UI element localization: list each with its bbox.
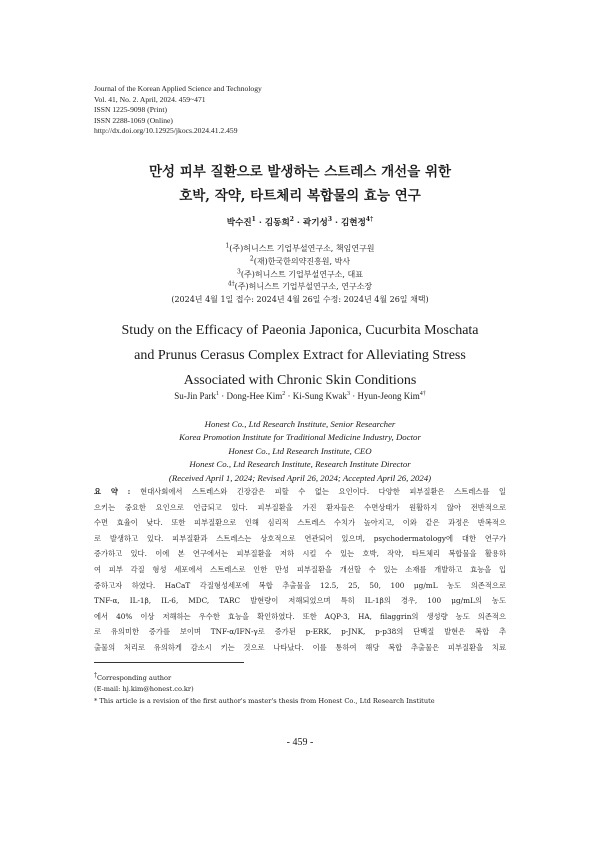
journal-info <box>94 84 262 137</box>
author-affil-mark: 3 <box>347 391 350 397</box>
korean-affiliations <box>0 243 600 307</box>
author-name: 곽기성 <box>302 218 328 228</box>
affiliation-text: (주)허니스트 기업부설연구소, 책임연구원 <box>229 244 375 253</box>
affil-mark: 3 <box>237 267 241 275</box>
abstract-line: 현대사회에서 스트레스와 긴장감은 피할 수 없는 요인이다. 다양한 피부질환은 스트레스를 일 <box>140 487 506 496</box>
author-name: Ki-Sung Kwak <box>292 391 347 401</box>
abstract-line: 으키는 중요한 요인으로 언급되고 있다. 피부질환을 가진 환자들은 수면상태가 원활하지 않아 전반적으로 <box>94 502 506 512</box>
author-name: Dong-Hee Kim <box>226 391 283 401</box>
author-affil-mark: 2 <box>289 216 294 224</box>
affiliation-text: Honest Co., Ltd Research Institute, CEO <box>228 445 372 456</box>
english-title-line-3: Associated with Chronic Skin Conditions <box>183 373 417 388</box>
thesis-note: * This article is a revision of the first author's master's thesis from Honest Co., Ltd Research Institute <box>94 696 435 705</box>
issn-print: ISSN 1225-9098 (Print) <box>94 105 167 115</box>
journal-volume: Vol. 41, No. 2. April, 2024. 459~471 <box>94 94 206 104</box>
footnote-divider <box>94 662 244 663</box>
korean-title-line-1: 만성 피부 질환으로 발생하는 스트레스 개선을 위한 <box>148 164 452 180</box>
english-title-line-1: Study on the Efficacy of Paeonia Japonica, Cucurbita Moschata <box>121 323 479 338</box>
affiliation-line <box>0 281 600 294</box>
corresponding-author <box>94 673 435 684</box>
english-affiliations <box>0 418 600 485</box>
affiliation-line <box>0 243 600 256</box>
author-name: 김동희 <box>264 218 290 228</box>
affiliation-text: (재)한국한의약진흥원, 박사 <box>253 256 351 266</box>
author-separator: · <box>219 391 227 401</box>
author-affil-mark: 4† <box>365 216 374 224</box>
affiliation-text: (주)허니스트 기업부설연구소, 연구소장 <box>234 282 373 292</box>
journal-name: Journal of the Korean Applied Science and Technology <box>94 84 262 93</box>
english-title <box>0 318 600 393</box>
english-dates: (Received April 1, 2024; Revised April 26, 2024; Accepted April 26, 2024) <box>168 472 432 483</box>
author-separator: · <box>332 218 341 228</box>
author-separator: · <box>293 218 303 228</box>
corresponding-label: Corresponding author <box>97 674 172 682</box>
author-affil-mark: 2 <box>282 391 286 397</box>
abstract-heading: 요 약 : <box>94 487 141 496</box>
author-affil-mark: 1 <box>251 216 256 224</box>
corresponding-email[interactable]: (E-mail: hj.kim@honest.co.kr) <box>94 685 194 694</box>
affil-mark: 4† <box>227 280 235 288</box>
author-affil-mark: 3 <box>327 216 333 224</box>
affiliation-line <box>0 256 600 269</box>
affiliation-text: Korea Promotion Institute for Traditional Medicine Industry, Doctor <box>179 432 421 443</box>
page-number: - 459 - <box>286 737 314 748</box>
affiliation-text: (주)허니스트 기업부설연구소, 대표 <box>240 269 363 279</box>
english-title-line-2: and Prunus Cerasus Complex Extract for Alleviating Stress <box>134 348 466 363</box>
author-name: 박수진 <box>226 218 252 228</box>
abstract-line: TNF-α, IL-1β, IL-6, MDC, TARC 발현량이 저해되었으며 특히 IL-1β의 경우, 100 μg/mL의 농도 <box>94 596 506 606</box>
korean-title-line-2: 호박, 작약, 타트체리 복합물의 효능 연구 <box>179 188 421 204</box>
affiliation-text: Honest Co., Ltd Research Institute, Senior Researcher <box>204 419 396 429</box>
doi-link[interactable]: http://dx.doi.org/10.12925/jkocs.2024.41.2.459 <box>94 126 238 136</box>
abstract-line: 수면 효율이 낮다. 또한 피부질환으로 인해 심리적 스트레스 수치가 높아지고, 이와 같은 과정은 반복적으 <box>94 518 506 528</box>
affil-mark: 2 <box>249 255 254 263</box>
abstract-line: 여 피부 각질 형성 세포에서 스트레스로 인한 만성 피부질환을 개선할 수 있는 소재를 개발하고 효능을 입 <box>94 564 506 574</box>
author-separator: · <box>255 218 265 228</box>
abstract-line: 로 발생하고 있다. 피부질환과 스트레스는 상호적으로 연관되어 있으며, psychodermatology에 대한 연구가 <box>94 533 506 543</box>
affil-mark: 1 <box>225 242 230 250</box>
author-separator: · <box>350 391 358 401</box>
affiliation-text: Honest Co., Ltd Research Institute, Research Institute Director <box>189 459 411 470</box>
korean-dates: (2024년 4월 1일 접수: 2024년 4월 26일 수정: 2024년 4월 26일 채택) <box>171 295 429 305</box>
author-name: Su-Jin Park <box>174 391 216 401</box>
korean-authors <box>0 216 600 228</box>
dagger-mark: † <box>94 671 97 679</box>
abstract-line: 증하고자 하였다. HaCaT 각질형성세포에 복합 추출물을 12.5, 25, 50, 100 μg/mL 농도 의존적으로 <box>94 580 506 590</box>
abstract-line: 로 유의미한 증가를 보이며 TNF-α/IFN-γ로 증가된 p-ERK, p-JNK, p-p38의 단백질 발현은 복합 추 <box>94 627 506 637</box>
english-authors <box>0 391 600 401</box>
abstract-line: 에서 40% 이상 저해하는 우수한 효능을 확인하였다. 또한 AQP-3, HA, filaggrin의 생성량 농도 의존적으 <box>94 611 506 621</box>
footnotes <box>94 673 435 707</box>
author-name: Hyun-Jeong Kim <box>357 391 420 401</box>
author-name: 김현정 <box>341 218 366 228</box>
abstract-line: 출물의 처리로 유의하게 감소시 키는 것으로 나타났다. 이를 통하여 해당 복합 추출물은 피부질환을 치료 <box>94 642 506 652</box>
author-separator: · <box>285 391 293 401</box>
korean-abstract <box>94 484 506 656</box>
affiliation-line <box>0 269 600 282</box>
author-affil-mark: 4† <box>419 391 426 397</box>
author-affil-mark: 1 <box>216 391 219 397</box>
abstract-line: 증가하고 있다. 이에 본 연구에서는 피부질환을 저하 시킬 수 있는 호박, 작약, 타트체리 복합물을 활용하 <box>94 549 506 559</box>
issn-online: ISSN 2288-1069 (Online) <box>94 115 173 125</box>
korean-title <box>0 160 600 208</box>
